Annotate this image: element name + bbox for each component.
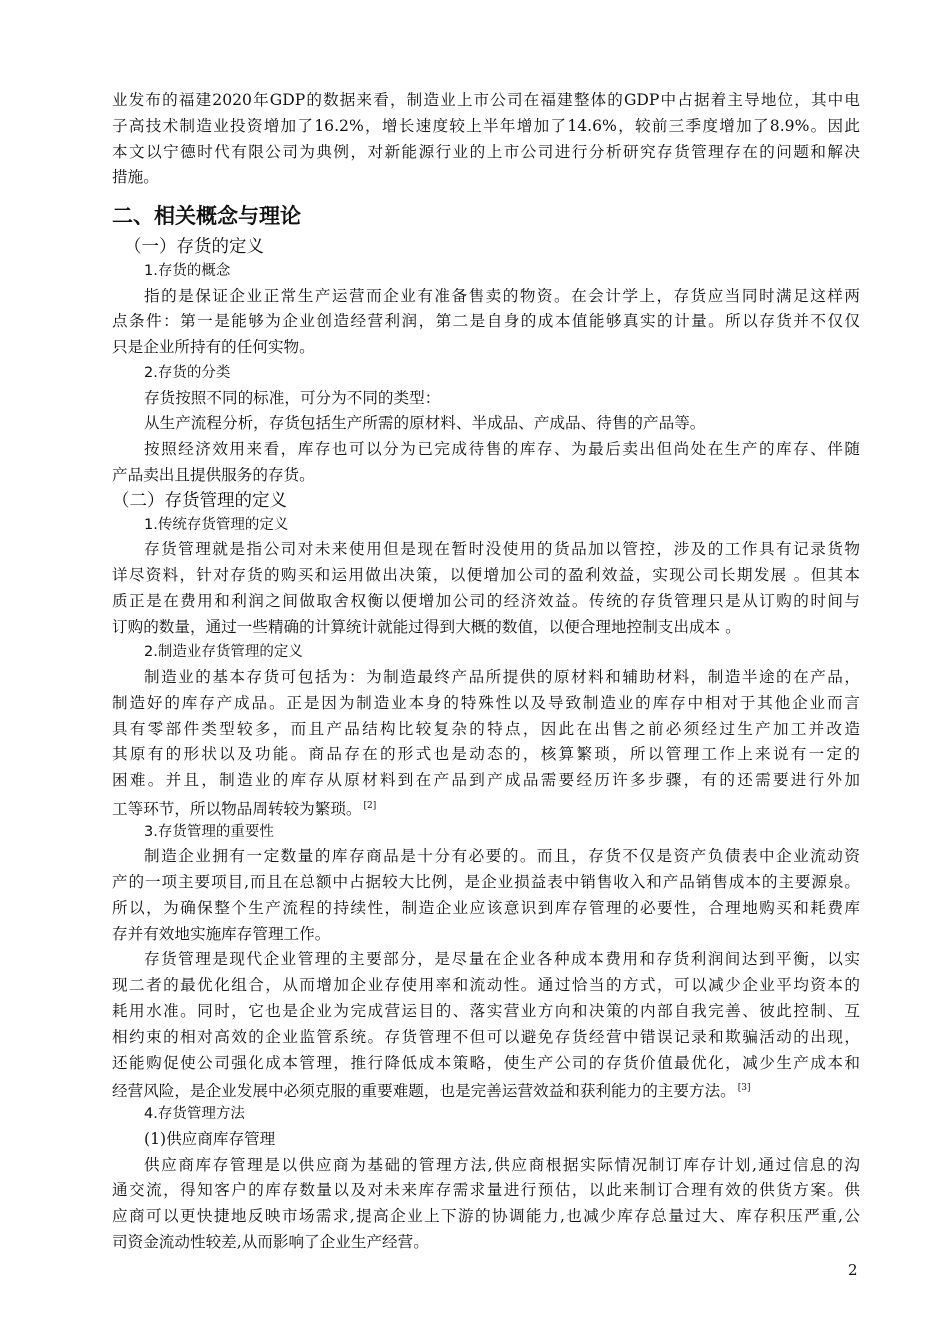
text-line-content: 从生产流程分析，存货包括生产所需的原材料、半成品、产成品、待售的产品等。 xyxy=(144,414,706,433)
text-line-content: 还能购促使公司强化成本管理，推行降低成本策略，使生产公司的存货价值最优化，减少生产成本和 xyxy=(112,1053,860,1072)
section-heading: 二、相关概念与理论 xyxy=(112,204,301,229)
text-line xyxy=(112,437,860,463)
text-line-content: 现二者的最优化组合，从而增加企业存使用率和流动性。通过恰当的方式，可以减少企业平均资本的 xyxy=(112,976,860,995)
text-line-content: 产的一项主要项目,而且在总额中占据较大比例，是企业损益表中销售收入和产品销售成本的主要源泉。 xyxy=(112,873,860,892)
paragraph xyxy=(112,88,860,191)
paragraph xyxy=(112,386,860,412)
text-line xyxy=(112,1178,860,1204)
sub-subsection-heading: 2.制造业存货管理的定义 xyxy=(144,644,303,661)
page-number: 2 xyxy=(848,1261,858,1279)
text-line-content: 产品卖出且提供服务的存货。 xyxy=(112,465,315,484)
text-line-content: 通交流，得知客户的库存数量以及对未来库存需求量进行预估，以此来制订合理有效的供货方案。供 xyxy=(112,1181,860,1200)
sub-subsection-heading: 2.存货的分类 xyxy=(144,365,231,382)
text-line xyxy=(112,563,860,589)
text-line-content: 存货管理就是指公司对未来使用但是现在暂时没使用的货品加以管控，涉及的工作具有记录货物 xyxy=(144,540,860,559)
text-line-content: 存并有效地实施库存管理工作。 xyxy=(112,924,331,943)
sub-subsection-heading: 1.存货的概念 xyxy=(144,263,231,280)
text-line-content: 应商可以更快捷地反映市场需求,提高企业上下游的协调能力,也减少库存总量过大、库存积压严重,公 xyxy=(112,1207,860,1226)
text-line-content: 制造业的基本存货可包括为：为制造最终产品所提供的原材料和辅助材料，制造半途的在产品， xyxy=(144,667,860,686)
paragraph xyxy=(112,437,860,489)
text-line xyxy=(112,1153,860,1179)
text-line xyxy=(112,537,860,563)
text-line xyxy=(112,1051,860,1077)
text-line xyxy=(112,999,860,1025)
text-line-content: 子高技术制造业投资增加了16.2%，增长速度较上半年增加了14.6%，较前三季度增加了8.9%。因此 xyxy=(112,116,860,135)
text-line-content: 按照经济效用来看，库存也可以分为已完成待售的库存、为最后卖出但尚处在生产的库存、伴随 xyxy=(144,440,860,459)
text-line-content: 所以，为确保整个生产流程的持续性，制造企业应该意识到库存管理的必要性，合理地购买和耗费库 xyxy=(112,898,860,917)
text-line xyxy=(112,691,860,717)
text-line xyxy=(112,1025,860,1051)
text-line xyxy=(112,896,860,922)
text-line-content: 具有零部件类型较多，而且产品结构比较复杂的特点，因此在出售之前必须经过生产加工并改造 xyxy=(112,719,860,738)
text-line-content: 措施。 xyxy=(112,168,159,187)
text-line xyxy=(112,947,860,973)
paragraph xyxy=(112,537,860,640)
text-line xyxy=(112,794,860,820)
text-line xyxy=(112,615,860,641)
text-line-content: 业发布的福建2020年GDP的数据来看，制造业上市公司在福建整体的GDP中占据着主导地位，其中电 xyxy=(112,91,860,109)
text-line xyxy=(112,165,860,191)
paragraph xyxy=(112,947,860,1102)
text-line-content: 只是企业所持有的任何实物。 xyxy=(112,338,315,357)
citation-ref: [2] xyxy=(363,800,377,811)
text-line-content: 制造企业拥有一定数量的库存商品是十分有必要的。而且，存货不仅是资产负债表中企业流动资 xyxy=(144,847,860,866)
text-line xyxy=(112,742,860,768)
text-line-content: 质正是在费用和利润之间做取舍权衡以便增加公司的经济效益。传统的存货管理只是从订购的时间与 xyxy=(112,591,860,610)
text-line xyxy=(112,284,860,310)
text-line xyxy=(112,386,860,412)
text-line xyxy=(112,665,860,691)
text-line xyxy=(112,335,860,361)
text-line xyxy=(112,768,860,794)
text-line-content: 制造好的库存产成品。正是因为制造业本身的特殊性以及导致制造业的库存中相对于其他企业而言 xyxy=(112,693,860,712)
sub-subsection-heading: 1.传统存货管理的定义 xyxy=(144,516,289,533)
paragraph xyxy=(112,1153,860,1256)
text-line xyxy=(112,411,860,437)
text-line xyxy=(112,463,860,489)
sub-subsection-heading: 4.存货管理方法 xyxy=(144,1106,245,1123)
text-line-content: 详尽资料，针对存货的购买和运用做出决策，以便增加公司的盈利效益，实现公司长期发展 。但其本 xyxy=(112,566,860,585)
text-line xyxy=(112,88,860,114)
text-line-content: 订购的数量，通过一些精确的计算统计就能过得到大概的数值，以便合理地控制支出成本 。 xyxy=(112,617,741,636)
text-line-content: 相约束的相对高效的企业监管系统。存货管理不但可以避免存货经营中错误记录和欺骗活动的出现， xyxy=(112,1027,860,1046)
text-line xyxy=(112,922,860,948)
text-line xyxy=(112,309,860,335)
text-line xyxy=(112,870,860,896)
text-line-content: 经营风险，是企业发展中必须克服的重要难题，也是完善运营效益和获利能力的主要方法。 xyxy=(112,1082,736,1101)
paragraph xyxy=(112,665,860,820)
text-line-content: 工等环节，所以物品周转较为繁琐。 xyxy=(112,799,362,818)
text-line-content: 指的是保证企业正常生产运营而企业有准备售卖的物资。在会计学上，存货应当同时满足这样两 xyxy=(144,286,860,305)
paragraph xyxy=(112,411,860,437)
sub-subsection-heading: 3.存货管理的重要性 xyxy=(144,823,274,840)
text-line-content: 耗用水准。同时，它也是企业为完成营运目的、落实营业方向和决策的内部自我完善、彼此控制、互 xyxy=(112,1002,860,1021)
subsection-heading: （一）存货的定义 xyxy=(124,237,264,258)
text-line xyxy=(112,589,860,615)
text-line xyxy=(112,717,860,743)
text-line xyxy=(112,844,860,870)
paragraph xyxy=(112,844,860,947)
citation-ref: [3] xyxy=(737,1083,751,1094)
text-line-content: 存货按照不同的标准，可分为不同的类型： xyxy=(144,388,441,407)
text-line xyxy=(112,1076,860,1102)
text-line-content: 其原有的形状以及功能。商品存在的形式也是动态的，核算繁琐，所以管理工作上来说有一定的 xyxy=(112,745,860,764)
sub-subsection-heading: (1)供应商库存管理 xyxy=(144,1129,276,1148)
paragraph xyxy=(112,284,860,361)
text-line xyxy=(112,114,860,140)
text-line-content: 本文以宁德时代有限公司为典例，对新能源行业的上市公司进行分析研究存货管理存在的问题和解决 xyxy=(112,142,860,161)
text-line-content: 供应商库存管理是以供应商为基础的管理方法,供应商根据实际情况制订库存计划,通过信息的沟 xyxy=(144,1155,860,1174)
text-line-content: 存货管理是现代企业管理的主要部分，是尽量在企业各种成本费用和存货利润间达到平衡，以实 xyxy=(144,950,860,969)
subsection-heading: （二）存货管理的定义 xyxy=(112,490,287,511)
text-line xyxy=(112,1230,860,1256)
text-line xyxy=(112,973,860,999)
text-line-content: 点条件：第一是能够为企业创造经营利润，第二是自身的成本值能够真实的计量。所以存货并不仅仅 xyxy=(112,312,860,331)
text-line xyxy=(112,1204,860,1230)
document-body xyxy=(112,88,860,1256)
text-line xyxy=(112,140,860,166)
text-line-content: 困难。并且，制造业的库存从原材料到在产品到产成品需要经历许多步骤，有的还需要进行外加 xyxy=(112,771,860,790)
text-line-content: 司资金流动性较差,从而影响了企业生产经营。 xyxy=(112,1232,429,1251)
